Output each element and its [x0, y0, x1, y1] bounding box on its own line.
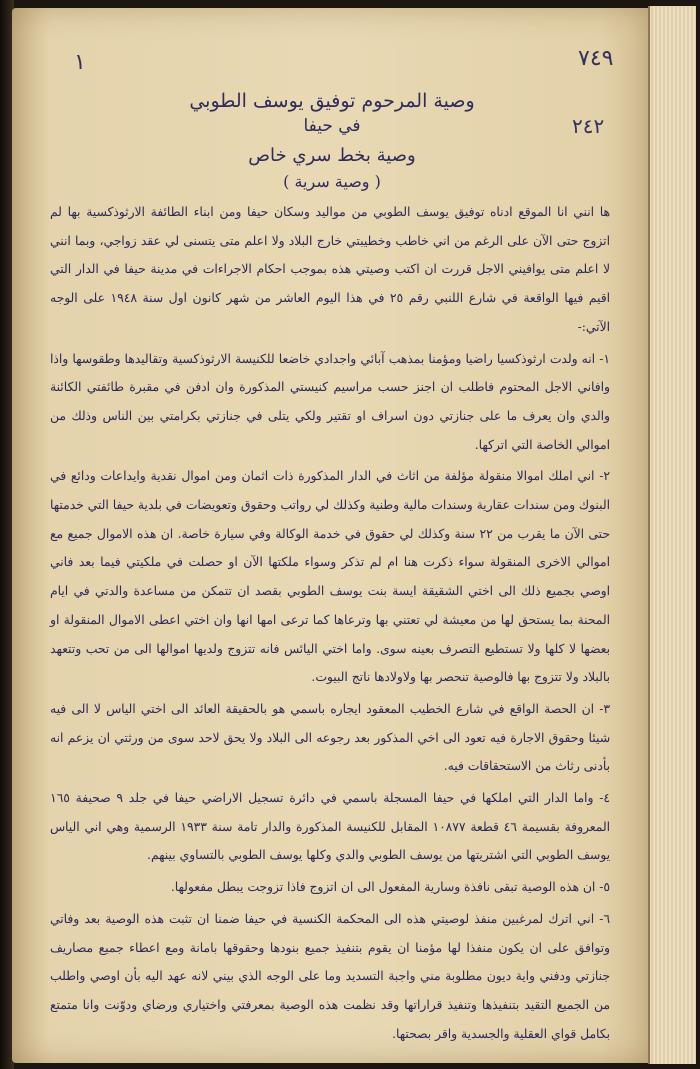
ledger-page — [12, 8, 652, 1063]
will-location: في حيفا — [303, 116, 361, 136]
will-clause-6: ٦- اني اترك لمرغبين منفذ لوصيتي هذه الى المحكمة الكنسية في حيفا ضمنا ان تثبت هذه الوصية بعد وفاتي وتوافق على ان يكون منفذا لها مؤمنا ان يقوم بتنفيذ جميع بنودها وحقوقها بامانة ومع اعطاء جميع مصاريف جنازتي ودفني واية ديون مطلوبة مني واجبة التسديد وما على الوجه الذي بيني لانه عهد اليه بأن اوصي واطلب من الجميع التقيد بتنفيذها وتنفيذ قراراتها وقد نظمت هذه الوصية بمعرفتي واختياري ورضاي ودوّنت وانا متمتع بكامل قواي العقلية والجسدية واقر بصحتها. — [50, 911, 610, 1041]
folio-right: ٧٤٩ — [578, 46, 614, 71]
will-clause-2: ٢- اني املك اموالا منقولة مؤلفة من اثاث في الدار المذكورة ذات اثمان ومن اموال نقدية وايداعات ودائع في البنوك ومن سندات عقارية وسندات مالية وطنية وكذلك لي رواتب وحقوق وتعويضات في بلدية حيفا التي خدمتها حتى الآن ما يقرب من ٢٢ سنة وكذلك لي حقوق في خدمة الوكالة وفي سيارة خاصة. ان هذه الاموال جميع مع اموالي الاخرى المنقولة سواء ذكرت هنا ام لم تذكر وسواء ملكتها الآن او حصلت في ملكيتي فيما بعد فاني اوصي بجميع ذلك الى اختي الشقيقة ايسة بنت يوسف الطوبي بقصد ان تتمكن من مساعدة والدتي في ايام المحنة بما يستحق لها من معيشة لي تعتني بها وترعاها كما ترعى امها انها وان اختي اعطى الاموال المنقولة او بعضها لا كلها ولا تستطيع التصرف بعينه سوى. واما اختي اليائس فانه تتزوج ولديها اموالها الى من تحب وتتعهد بالبلاد ولا تتزوج بها فالوصية تنحصر بها ولاولادها ناتج البيوت. — [50, 469, 610, 685]
will-title: وصية المرحوم توفيق يوسف الطوبي — [189, 90, 475, 112]
will-clause-3: ٣- ان الحصة الواقع في شارع الخطيب المعقود ايجاره باسمي هو بالحقيقة العائد الى اختي الياس لا الى فيه شيئا وحقوق الاجارة فيه تعود الى اخي المذكور بعد رجوعه الى البلاد ولا يحق لاحد سوى من ورثتي ان يزعم انه بأدنى رثاث من الاستحقاقات فيه. — [50, 701, 610, 774]
will-clause-5: ٥- ان هذه الوصية تبقى نافذة وسارية المفعول الى ان اتزوج فاذا تزوجت يبطل مفعولها. — [170, 880, 610, 895]
will-subtitle: ( وصية سرية ) — [283, 172, 381, 191]
will-type: وصية بخط سري خاص — [248, 145, 416, 166]
will-clause-1: ١- انه ولدت ارثوذكسيا راضيا ومؤمنا بمذهب آبائي واجدادي خاضعا للكنيسة الارثوذكسية وتقاليدها وطقوسها واذا وافاني الاجل المحتوم فاطلب ان اجنز حسب مراسيم كنيستي المذكورة وان ادفن في مقبرة طائفتي الكائنة والدي وان يعرف ما على جنازتي دون اسراف او تقتير ولكي يتلى في جنازتي بكرامتي بين الناس وذلك من اموالي الخاصة التي اتركها. — [50, 351, 610, 452]
will-body — [50, 198, 610, 1048]
will-intro: ها انني انا الموقع ادناه توفيق يوسف الطوبي من مواليد وسكان حيفا ومن ابناء الطائفة الارثوذكسية بها لم اتزوج حتى الآن على الرغم من اني خاطب وخطيبتي خارج البلاد ولا اعلم متى يتسنى لي عقد زواجي، وبما انني لا اعلم متى يوافيني الاجل قررت ان اكتب وصيتي هذه بموجب احكام الاجراءات في مدينة حيفا في الدار التي اقيم فيها الواقعة في شارع اللنبي رقم ٢٥ في هذا اليوم العاشر من شهر كانون اول سنة ١٩٤٨ على الوجه الآتي:- — [50, 205, 611, 334]
page-edges — [648, 6, 696, 1064]
folio-left: ١ — [74, 50, 86, 75]
will-clause-4: ٤- واما الدار التي املكها في حيفا المسجلة باسمي في دائرة تسجيل الاراضي حيفا في جلد ٩ صحيفة ١٦٥ المعروفة بقسيمة ٤٦ قطعة ١٠٨٧٧ المقابل للكنيسة المذكورة والدار تامة سنة ١٩٣٣ الرسمية وهي اني الياس يوسف الطوبي التي اشتريتها من يوسف الطوبي والدي وكلها يوسف الطوبي بالتساوي بينهم. — [50, 791, 610, 863]
entry-number: ٢٤٢ — [572, 114, 605, 138]
